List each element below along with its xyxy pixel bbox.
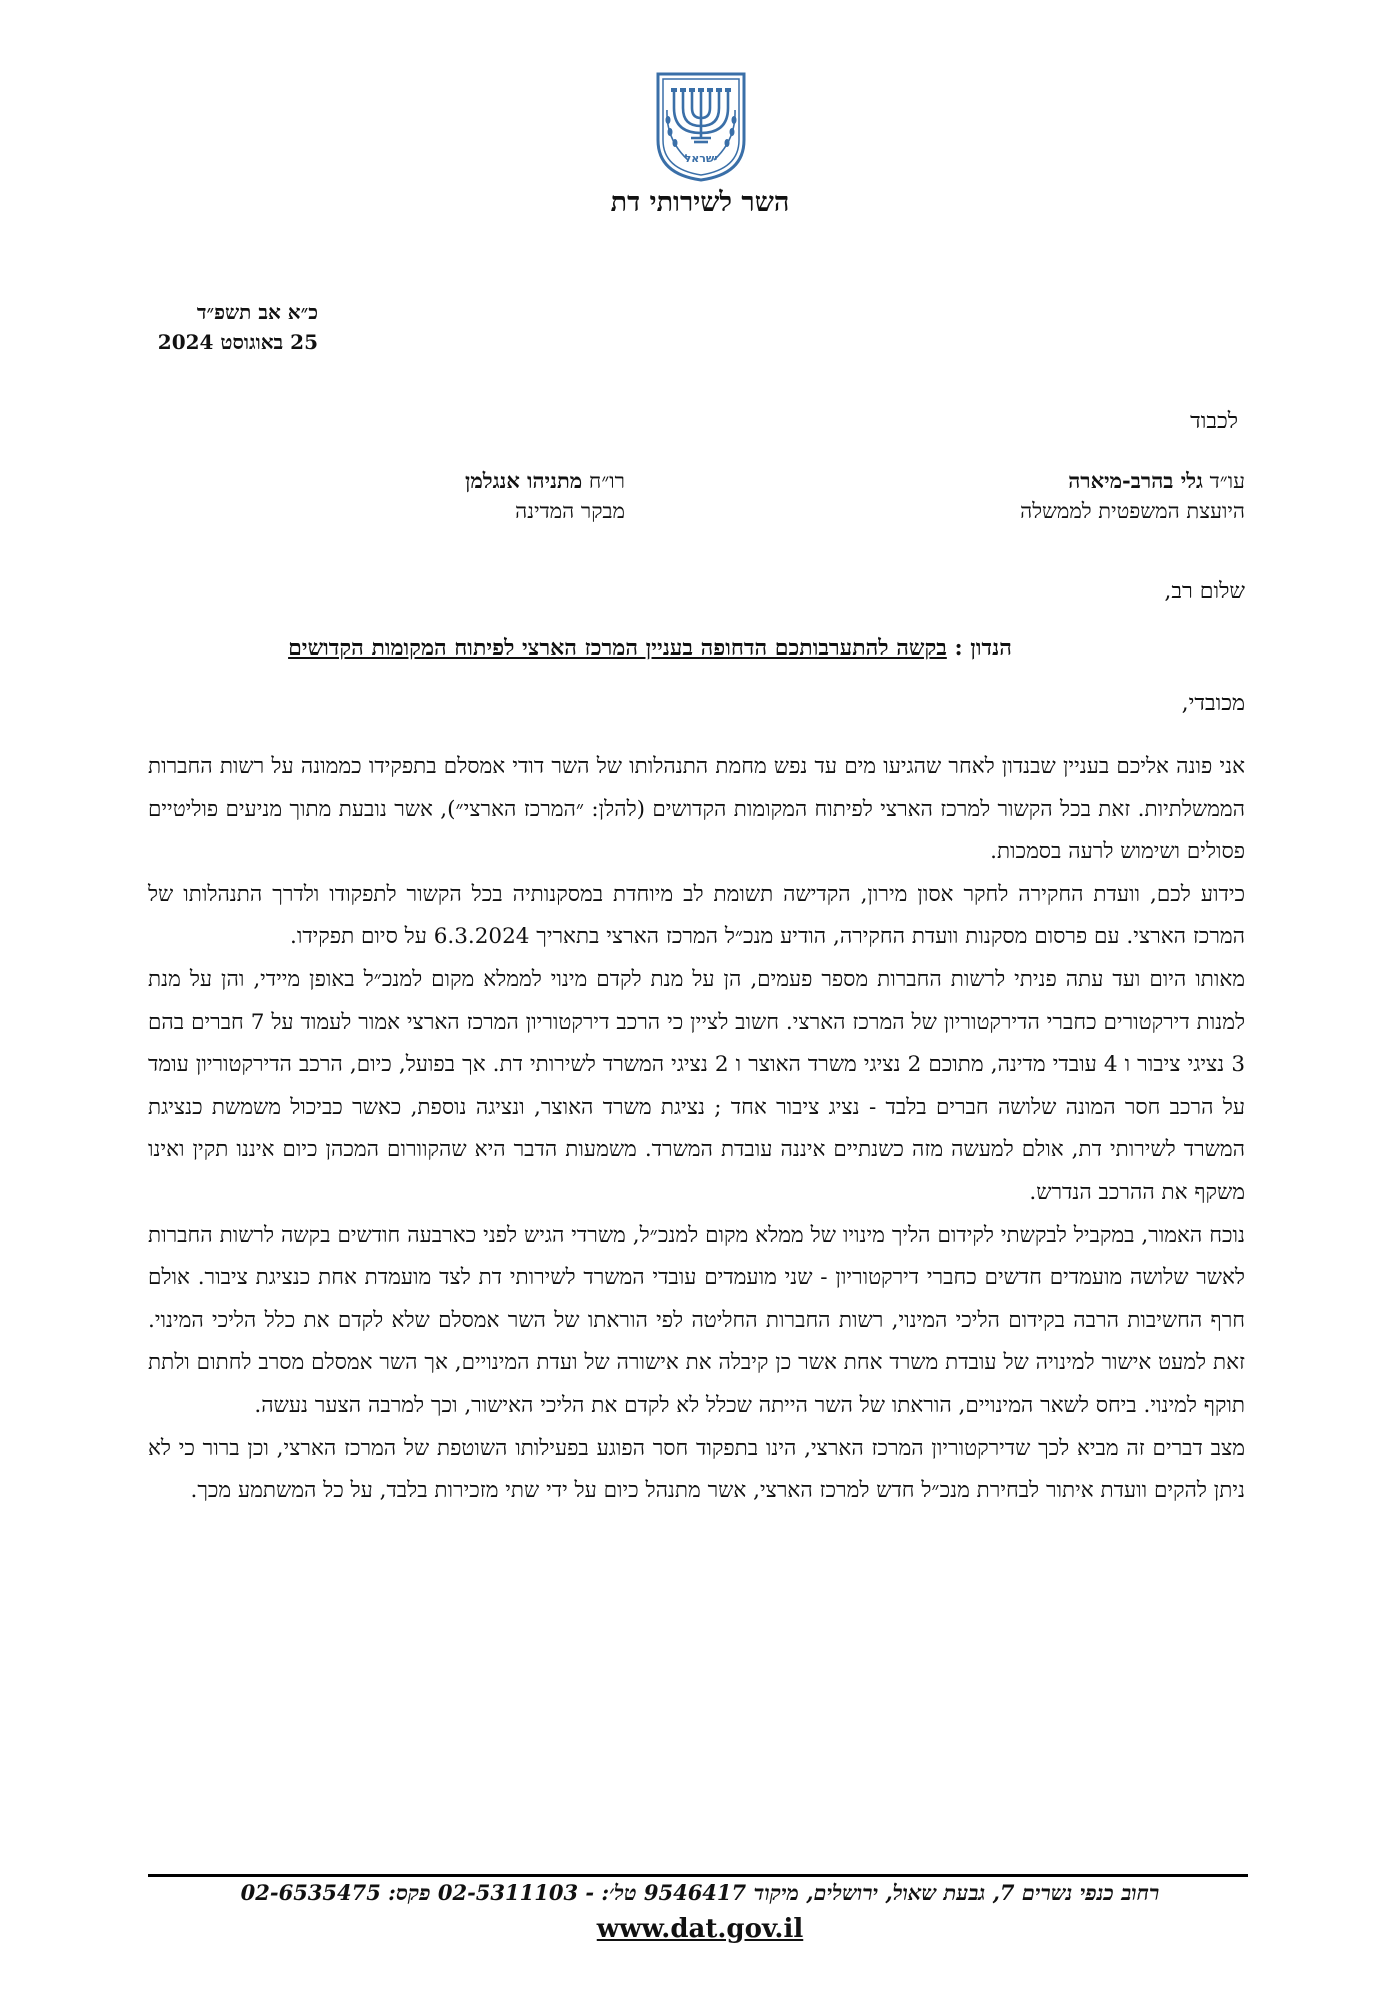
date-block <box>158 297 318 357</box>
hebrew-date: כ״א אב תשפ״ד <box>196 300 318 324</box>
greeting: שלום רב, <box>1164 579 1245 604</box>
recipient-name-line <box>1020 466 1245 496</box>
footer-address: רחוב כנפי נשרים 7, גבעת שאול, ירושלים, מיקוד 9546417 טל׳: - 02-5311103 פקס: 02-6535475 <box>240 1880 1160 1905</box>
subject-label: הנדון <box>970 635 1012 661</box>
recipient-name-line <box>465 466 625 496</box>
recipient-attorney-general <box>1020 466 1245 526</box>
body-paragraph: מאותו היום ועד עתה פניתי לרשות החברות מספר פעמים, הן על מנת לקדם מינוי לממלא מקום למנכ״ל באופן מיידי, והן על מנת למנות דירקטורים כחברי הדירקטוריון של המרכז הארצי. חשוב לציין כי הרכב דירקטוריון המרכז הארצי אמור לעמוד על 7 חברים בהם 3 נציגי ציבור ו 4 עובדי מדינה, מתוכם 2 נציגי משרד האוצר ו 2 נציגי המשרד לשירותי דת. אך בפועל, כיום, הרכב הדירקטוריון עומד על הרכב חסר המונה שלושה חברים בלבד - נציג ציבור אחד ; נציגת משרד האוצר, ונציגה נוספת, כאשר כביכול משמשת כנציגת המשרד לשירותי דת, אולם למעשה מזה כשנתיים איננה עובדת המשרד. משמעות הדבר היא שהקוורום המכהן כיום איננו תקין ואינו משקף את ההרכב הנדרש. <box>148 966 1246 1205</box>
salutation: מכובדי, <box>1181 691 1245 716</box>
subject-separator: : <box>946 635 971 661</box>
body-paragraph: אני פונה אליכם בעניין שבנדון לאחר שהגיעו מים עד נפש מחמת התנהלותו של השר דודי אמסלם בתפקידו כממונה על רשות החברות הממשלתיות. זאת בכל הקשור למרכז הארצי לפיתוח המקומות הקדושים (להלן: ״המרכז הארצי״), אשר נובעת מתוך מניעים פוליטיים פסולים ושימוש לרעה בסמכות. <box>148 754 1245 865</box>
to-label: לכבוד <box>1190 409 1238 434</box>
emblem-text: ישראל <box>684 152 718 165</box>
body-paragraph: כידוע לכם, וועדת החקירה לחקר אסון מירון, הקדישה תשומת לב מיוחדת במסקנותיה בכל הקשור לתפקודו ולדרך התנהלותו של המרכז הארצי. עם פרסום מסקנות וועדת החקירה, הודיע מנכ״ל המרכז הארצי בתאריך 6.3.2024 על סיום תפקידו. <box>148 881 1245 950</box>
ministry-title: השר לשירותי דת <box>610 187 790 218</box>
footer-divider <box>148 1874 1248 1877</box>
footer-website-link[interactable]: www.dat.gov.il <box>596 1914 804 1944</box>
subject-text: בקשה להתערבותכם הדחופה בעניין המרכז הארצי לפיתוח המקומות הקדושים <box>288 635 947 661</box>
body-paragraph: נוכח האמור, במקביל לבקשתי לקידום הליך מינויו של ממלא מקום למנכ״ל, משרדי הגיש לפני כארבעה חודשים בקשה לרשות החברות לאשר שלושה מועמדים חדשים כחברי דירקטוריון - שני מועמדים עובדי המשרד לשירותי דת לצד מועמדת אחת כנציגת ציבור. אולם חרף החשיבות הרבה בקידום הליכי המינוי, רשות החברות החליטה לפי הוראתו של השר אמסלם שלא לקדם את כלל הליכי המינוי. זאת למעט אישור למינויה של עובדת משרד אחת אשר כן קיבלה את אישורה של ועדת המינויים, אך השר אמסלם מסרב לחתום ולתת תוקף למינוי. ביחס לשאר המינויים, הוראתו של השר הייתה שכלל לא לקדם את הליכי האישור, וכך למרבה הצער נעשה. <box>148 1222 1245 1418</box>
recipient-prefix: רו״ח <box>582 469 625 493</box>
gregorian-date: 25 באוגוסט 2024 <box>157 330 318 354</box>
body-paragraph: מצב דברים זה מביא לכך שדירקטוריון המרכז הארצי, הינו בתפקוד חסר הפוגע בפעילותו השוטפת של המרכז הארצי, וכן ברור כי לא ניתן להקים וועדת איתור לבחירת מנכ״ל חדש למרכז הארצי, אשר מתנהל כיום על ידי שתי מזכירות בלבד, על כל המשתמע מכך. <box>148 1435 1245 1504</box>
recipient-name: גלי בהרב-מיארה <box>1068 468 1203 493</box>
recipient-title: היועצת המשפטית לממשלה <box>1020 499 1245 523</box>
recipient-prefix: עו״ד <box>1202 469 1245 493</box>
subject-line <box>150 635 1150 661</box>
letter-body <box>148 746 1245 1513</box>
state-emblem-icon <box>652 70 750 182</box>
recipient-title: מבקר המדינה <box>515 499 625 523</box>
recipient-state-comptroller <box>465 466 625 526</box>
recipient-name: מתניהו אנגלמן <box>464 468 583 493</box>
